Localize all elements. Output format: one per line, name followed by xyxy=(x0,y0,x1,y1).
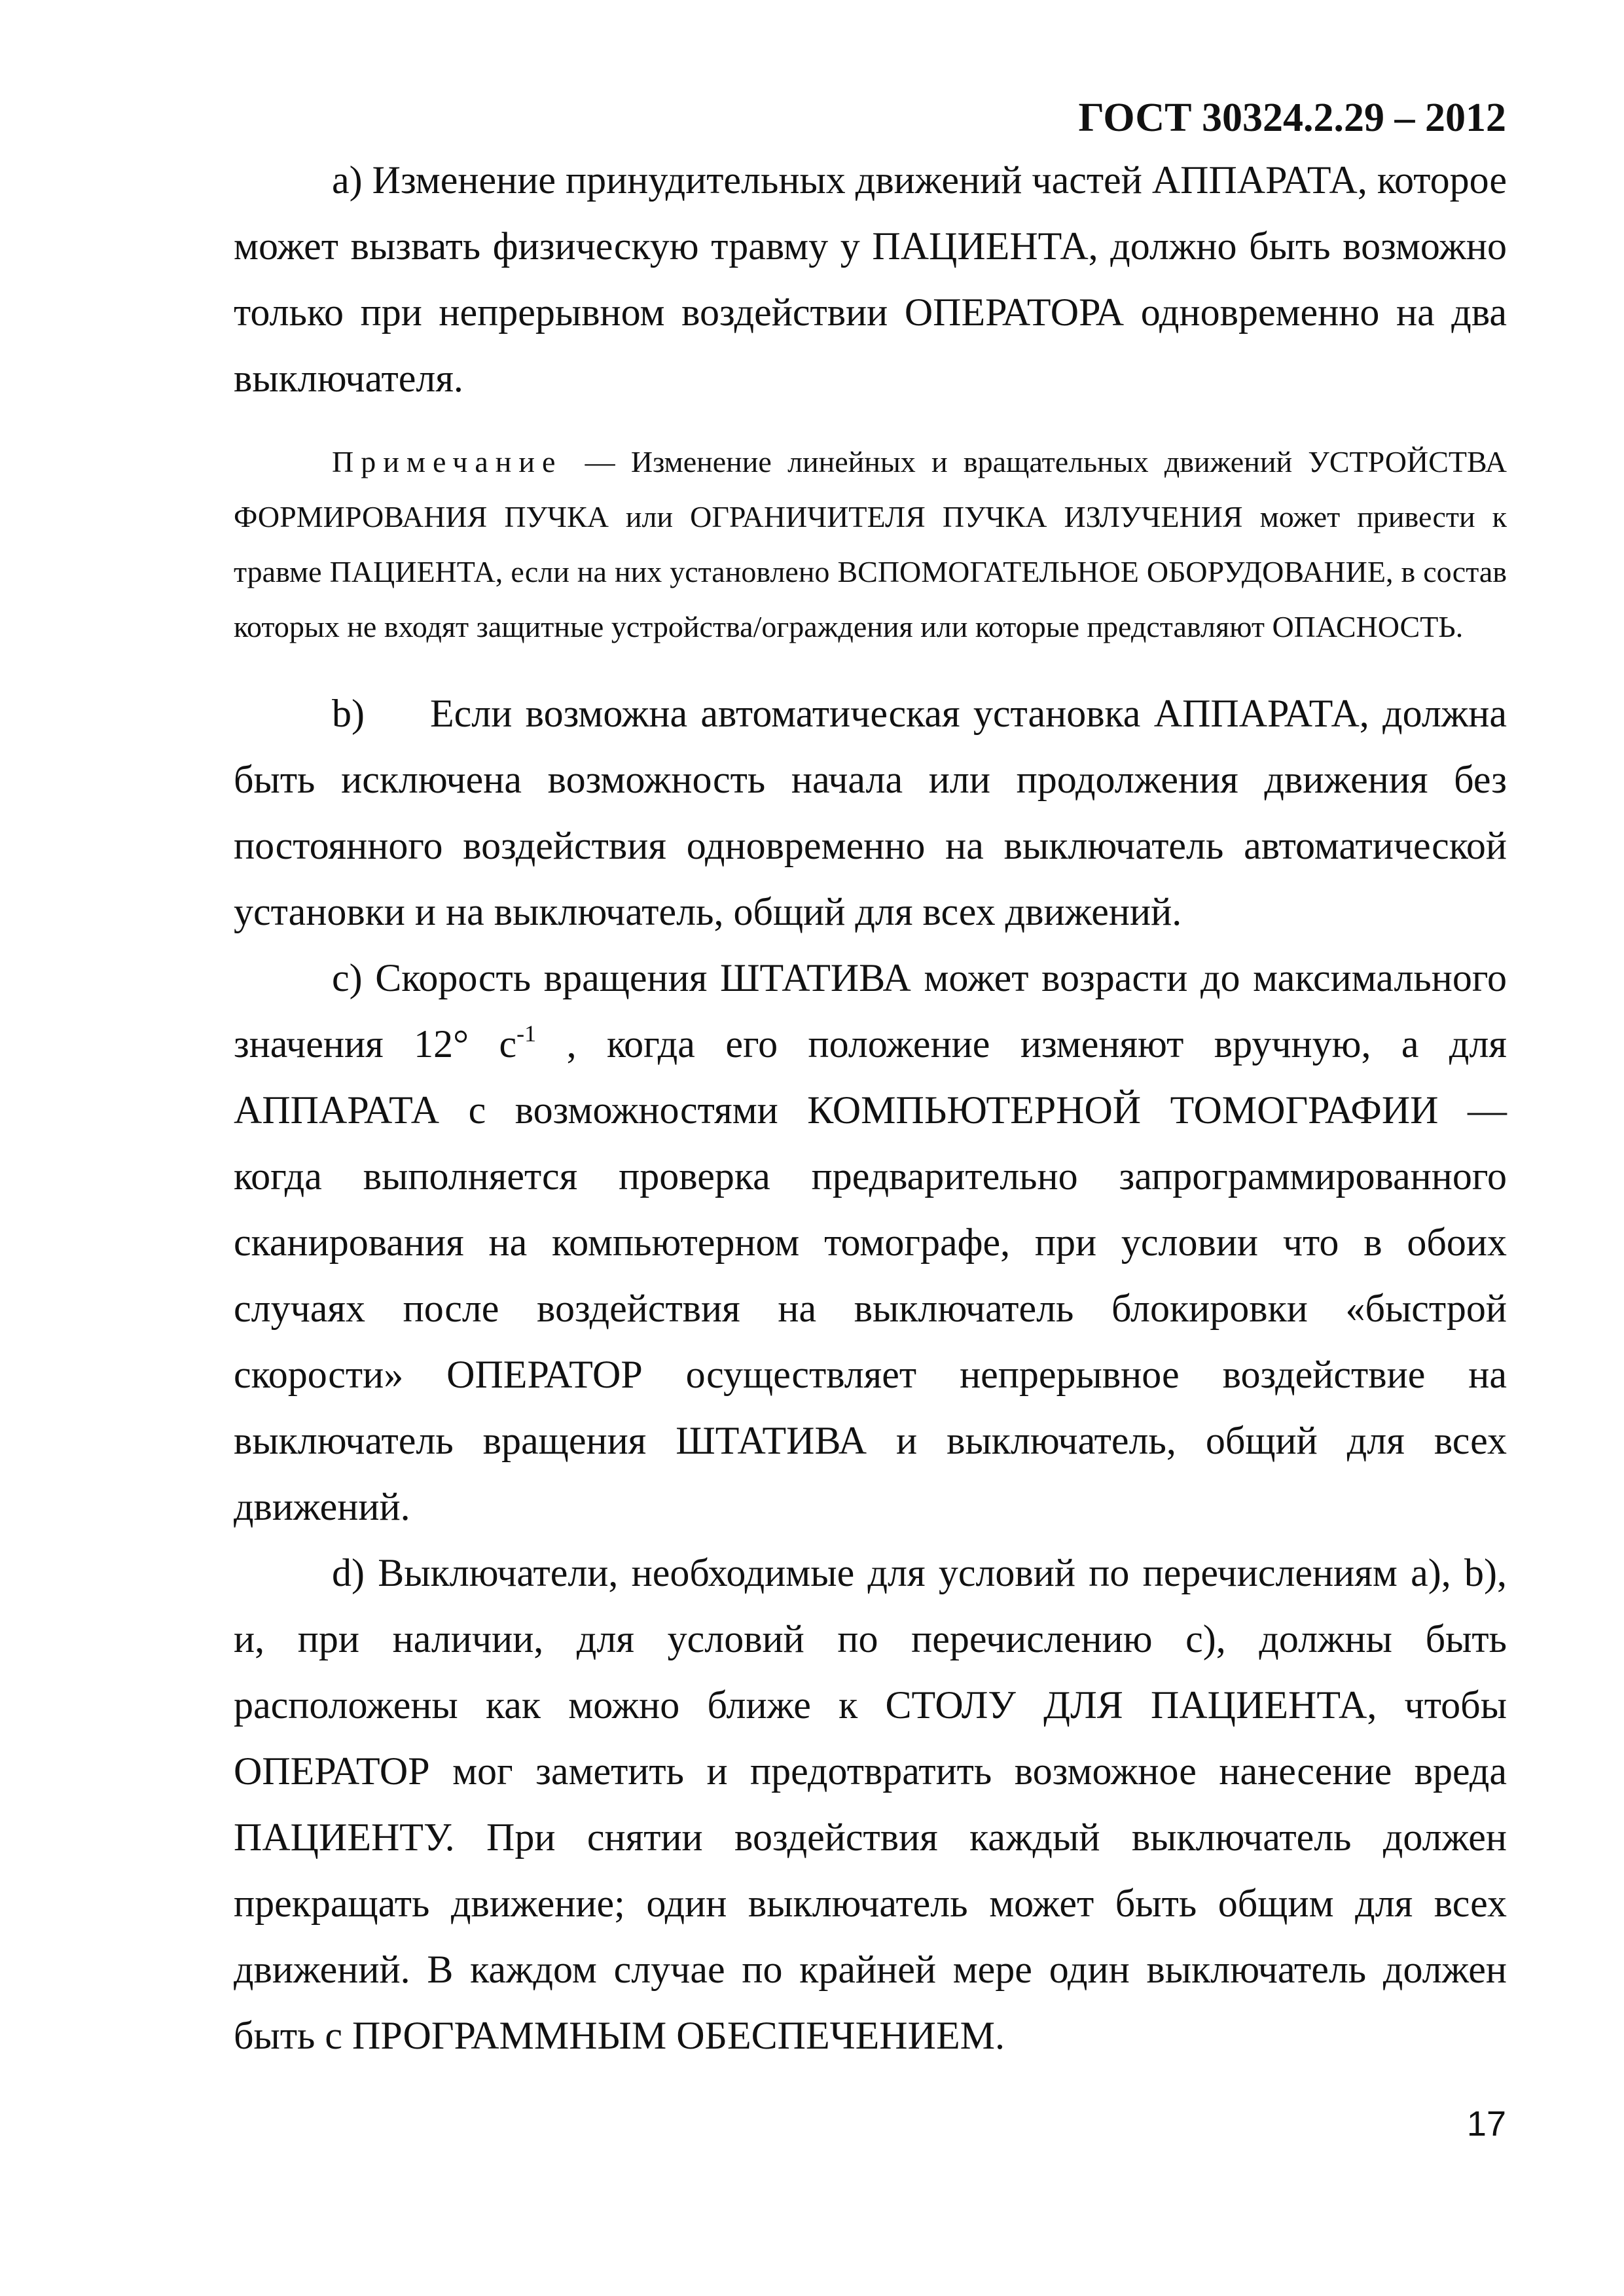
paragraph-d: d) Выключатели, необходимые для условий по перечислениям а), b), и, при наличии, для условий по перечислению c), должны быть расположены как можно ближе к СТОЛУ ДЛЯ ПАЦИЕНТА, чтобы ОПЕРАТОР мог заметить и предотвратить возможное нанесение вреда ПАЦИЕНТУ. При снятии воздействия каждый выключатель должен прекращать движение; один выключатель может быть общим для всех движений. В каждом случае по крайней мере один выключатель должен быть с ПРОГРАММНЫМ ОБЕСПЕЧЕНИЕМ. xyxy=(234,1551,1507,2057)
note-label: Примечание xyxy=(332,445,563,478)
paragraph-c-text-after: , когда его положение изменяют вручную, а для АППАРАТА с возможностями КОМПЬЮТЕРНОЙ ТОМОГРАФИИ — когда выполняется проверка предварительно запрограммированного сканирования на компьютерном томографе, при условии что в обоих случаях после воздействия на выключатель блокировки «быстрой скорости» ОПЕРАТОР осуществляет непрерывное воздействие на выключатель вращения ШТАТИВА и выключатель, общий для всех движений. xyxy=(234,1022,1507,1528)
note-text: — Изменение линейных и вращательных движений УСТРОЙСТВА ФОРМИРОВАНИЯ ПУЧКА или ОГРАНИЧИТЕЛЯ ПУЧКА ИЗЛУЧЕНИЯ может привести к травме ПАЦИЕНТА, если на них установлено ВСПОМОГАТЕЛЬНОЕ ОБОРУДОВАНИЕ, в состав которых не входят защитные устройства/ограждения или которые представляют ОПАСНОСТЬ. xyxy=(234,445,1507,643)
paragraph-a: а) Изменение принудительных движений частей АППАРАТА, которое может вызвать физическую травму у ПАЦИЕНТА, должно быть возможно только при непрерывном воздействии ОПЕРАТОРА одновременно на два выключателя. xyxy=(234,158,1507,400)
paragraph-c xyxy=(234,945,1507,1540)
document-code-header: ГОСТ 30324.2.29 – 2012 xyxy=(1078,96,1506,140)
paragraph-c-superscript: -1 xyxy=(516,1020,537,1047)
page-number: 17 xyxy=(1466,2104,1506,2144)
paragraph-b-marker: b) xyxy=(332,692,365,735)
paragraph-b xyxy=(234,681,1507,945)
document-body xyxy=(234,147,1507,2069)
paragraph-b-text: Если возможна автоматическая установка АППАРАТА, должна быть исключена возможность начала или продолжения движения без постоянного воздействия одновременно на выключатель автоматической установки и на выключатель, общий для всех движений. xyxy=(234,692,1507,933)
note-paragraph xyxy=(234,435,1507,655)
paragraph-c-text-before: c) Скорость вращения ШТАТИВА может возрасти до максимального значения 12° с xyxy=(234,956,1507,1066)
